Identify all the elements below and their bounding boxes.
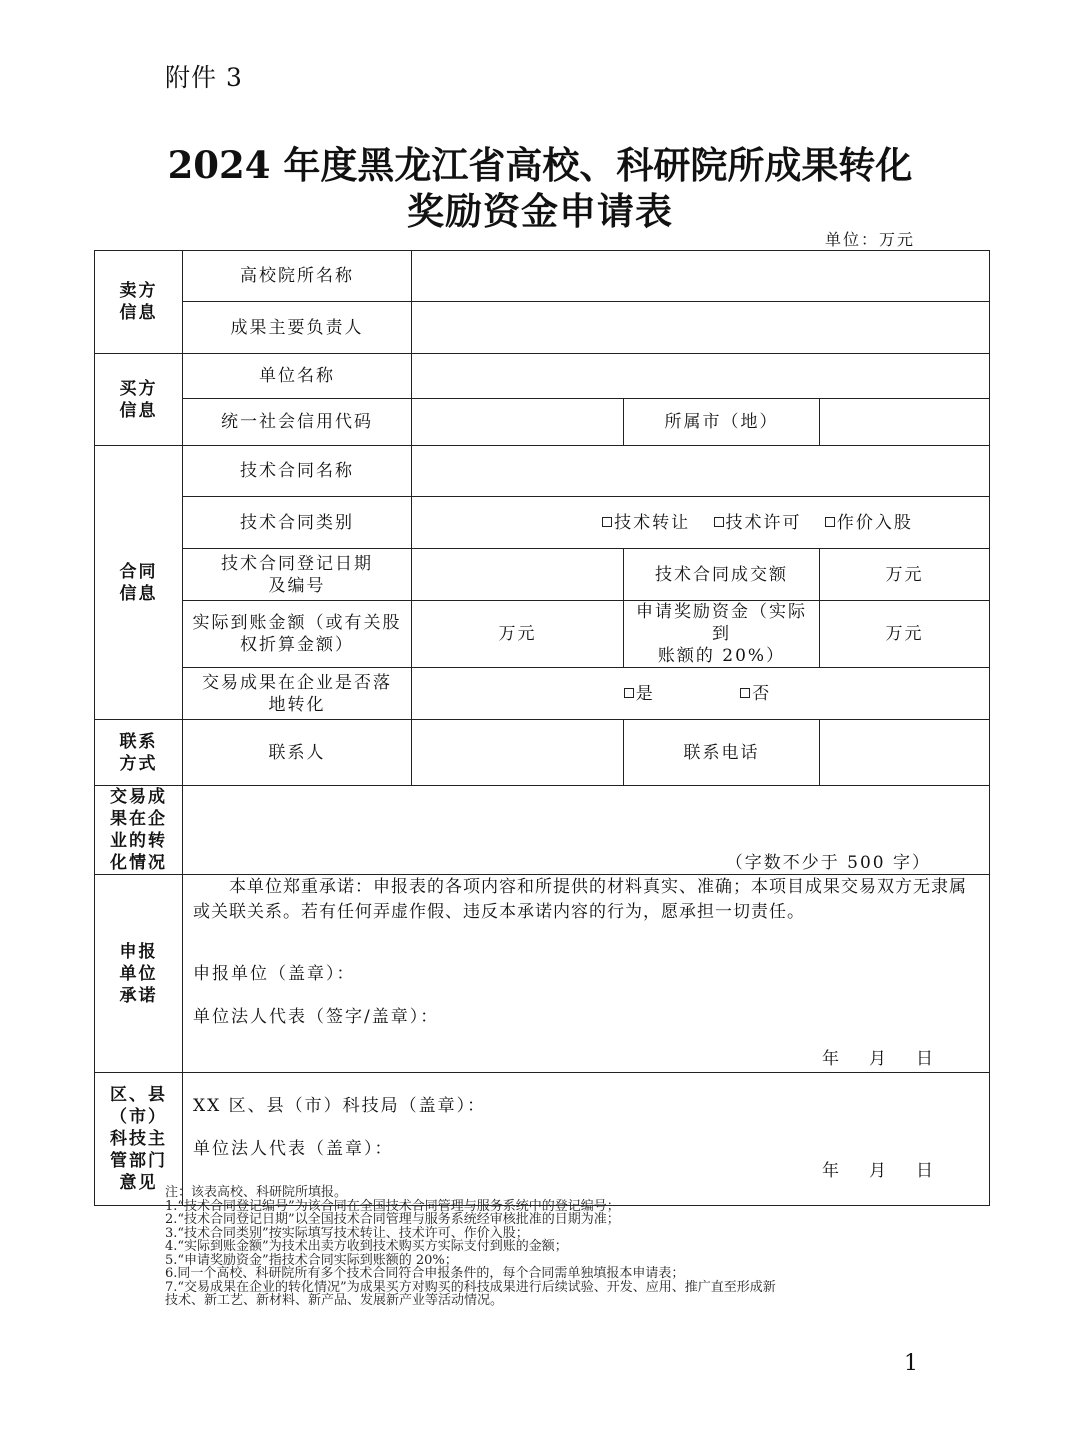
option-no-label: 否 — [752, 683, 772, 704]
district-section-line2: （市） — [110, 1107, 167, 1127]
footnote-item: 4.“实际到账金额”为技术出卖方收到技术购买方实际支付到账的金额； — [165, 1239, 568, 1254]
contact-section-label — [95, 720, 183, 786]
form-title-line2: 奖励资金申请表 — [407, 189, 673, 233]
form-title-line1: 2024 年度黑龙江省高校、科研院所成果转化 — [167, 143, 913, 187]
option-transfer[interactable] — [602, 512, 690, 534]
landing-label — [183, 668, 412, 720]
actual-amount-label-line2: 权折算金额） — [240, 635, 354, 655]
district-section-line5: 意见 — [119, 1173, 158, 1193]
option-license[interactable] — [714, 512, 802, 534]
application-form-table — [94, 250, 990, 1206]
org-name-field[interactable] — [412, 251, 990, 302]
pledge-day: 日 — [916, 1049, 936, 1069]
district-date-line — [193, 1160, 979, 1182]
district-day: 日 — [916, 1161, 936, 1181]
pledge-applicant-line: 申报单位（盖章）： — [193, 964, 356, 984]
buyer-section-text: 买方信息 — [119, 378, 158, 421]
transform-section-label — [95, 786, 183, 875]
pledge-year: 年 — [822, 1049, 842, 1069]
reg-date-label-line2: 及编号 — [268, 575, 326, 596]
deal-amount-field[interactable] — [820, 549, 990, 601]
contract-name-label: 技术合同名称 — [183, 446, 412, 497]
contact-person-label: 联系人 — [183, 720, 412, 786]
option-license-label: 技术许可 — [725, 512, 802, 533]
pledge-section-line1: 申报 — [119, 941, 158, 962]
transform-section-line2: 果在企 — [110, 809, 167, 829]
actual-amount-label-line1: 实际到账金额（或有关股 — [192, 613, 402, 633]
reg-date-label — [183, 549, 412, 601]
landing-options — [412, 668, 990, 720]
transform-field[interactable] — [183, 786, 990, 875]
seller-section-label — [95, 251, 183, 354]
contract-section-text: 合同信息 — [119, 561, 158, 604]
contact-person-field[interactable] — [412, 720, 624, 786]
org-name-label: 高校院所名称 — [183, 251, 412, 302]
reward-label-line1: 申请奖励资金（实际到 — [636, 602, 807, 644]
option-yes[interactable] — [624, 683, 655, 705]
pledge-text: 本单位郑重承诺：申报表的各项内容和所提供的材料真实、准确；本项目成果交易双方无隶属或关联关系。若有任何弄虚作假、违反本承诺内容的行为，愿承担一切责任。 — [193, 877, 967, 922]
footnote-item: 3.“技术合同类别”按实际填写技术转让、技术许可、作价入股； — [165, 1225, 529, 1241]
footnotes — [165, 1186, 925, 1308]
reg-date-field[interactable] — [412, 549, 624, 601]
transform-word-count-note: （字数不少于 500 字） — [725, 853, 932, 873]
attachment-label: 附件 3 — [165, 63, 243, 92]
checkbox-icon[interactable] — [714, 517, 724, 527]
contract-type-label: 技术合同类别 — [183, 497, 412, 549]
district-section-line4: 管部门 — [110, 1151, 167, 1171]
reward-field[interactable] — [820, 601, 990, 668]
landing-label-line1: 交易成果在企业是否落 — [202, 672, 392, 693]
lead-field[interactable] — [412, 302, 990, 354]
transform-section-line4: 化情况 — [110, 853, 167, 873]
contract-type-options — [412, 497, 990, 549]
footnote-item: 5.“申请奖励资金”指技术合同实际到账额的 20%； — [165, 1252, 458, 1268]
pledge-field — [183, 875, 990, 1073]
transform-section-line3: 业的转 — [110, 831, 167, 851]
actual-amount-label — [183, 601, 412, 668]
lead-label: 成果主要负责人 — [183, 302, 412, 354]
footnote-item: 2.“技术合同登记日期”以全国技术合同管理与服务系统经审核批准的日期为准； — [165, 1212, 620, 1227]
reward-label — [624, 601, 820, 668]
pledge-section-line3: 承诺 — [119, 985, 158, 1006]
district-legal-rep-line: 单位法人代表（盖章）： — [193, 1139, 394, 1159]
reward-unit: 万元 — [885, 624, 924, 644]
credit-code-label: 统一社会信用代码 — [183, 399, 412, 446]
option-no[interactable] — [740, 683, 771, 705]
district-section-line1: 区、县 — [110, 1085, 167, 1105]
contract-section-label — [95, 446, 183, 720]
landing-label-line2: 地转化 — [268, 694, 326, 715]
buyer-unit-name-label: 单位名称 — [183, 354, 412, 399]
city-label: 所属市（地） — [624, 399, 820, 446]
footnote-item: 1.“技术合同登记编号”为该合同在全国技术合同管理与服务系统中的登记编号； — [165, 1198, 620, 1214]
contact-phone-label: 联系电话 — [624, 720, 820, 786]
footnote-header: 注：该表高校、科研院所填报。 — [165, 1185, 348, 1200]
actual-amount-unit: 万元 — [498, 624, 537, 644]
buyer-section-label — [95, 354, 183, 446]
pledge-section-line2: 单位 — [119, 963, 158, 984]
district-section-line3: 科技主 — [110, 1129, 167, 1149]
pledge-section-label — [95, 875, 183, 1073]
checkbox-icon[interactable] — [825, 517, 835, 527]
deal-amount-unit: 万元 — [885, 564, 924, 585]
contact-phone-field[interactable] — [820, 720, 990, 786]
option-yes-label: 是 — [635, 683, 655, 704]
page-number: 1 — [904, 1351, 918, 1376]
pledge-legal-rep-line: 单位法人代表（签字/盖章）： — [193, 1007, 440, 1027]
option-equity-label: 作价入股 — [836, 512, 913, 533]
checkbox-icon[interactable] — [740, 688, 750, 698]
reward-label-line2: 账额的 20%） — [657, 646, 786, 666]
pledge-date-line — [193, 1048, 979, 1070]
unit-label: 单位：万元 — [824, 230, 915, 249]
district-year: 年 — [822, 1161, 842, 1181]
reg-date-label-line1: 技术合同登记日期 — [221, 553, 373, 574]
footnote-item: 技术、新工艺、新材料、新产品、发展新产业等活动情况。 — [165, 1293, 504, 1308]
transform-section-line1: 交易成 — [110, 787, 167, 807]
credit-code-field[interactable] — [412, 399, 624, 446]
footnote-item: 6.同一个高校、科研院所有多个技术合同符合申报条件的，每个合同需单独填报本申请表； — [165, 1266, 685, 1281]
contract-name-field[interactable] — [412, 446, 990, 497]
footnote-item: 7.“交易成果在企业的转化情况”为成果买方对购买的科技成果进行后续试验、开发、应用、推广直至形成新 — [165, 1279, 776, 1295]
option-equity[interactable] — [825, 512, 913, 534]
actual-amount-field[interactable] — [412, 601, 624, 668]
option-transfer-label: 技术转让 — [614, 512, 691, 533]
city-field[interactable] — [820, 399, 990, 446]
district-bureau-line: XX 区、县（市）科技局（盖章）： — [193, 1096, 487, 1116]
district-month: 月 — [869, 1161, 889, 1181]
checkbox-icon[interactable] — [602, 517, 612, 527]
buyer-unit-name-field[interactable] — [412, 354, 990, 399]
deal-amount-label: 技术合同成交额 — [624, 549, 820, 601]
pledge-month: 月 — [869, 1049, 889, 1069]
seller-section-text: 卖方信息 — [119, 281, 158, 323]
checkbox-icon[interactable] — [624, 688, 634, 698]
contact-section-text: 联系方式 — [119, 731, 158, 774]
